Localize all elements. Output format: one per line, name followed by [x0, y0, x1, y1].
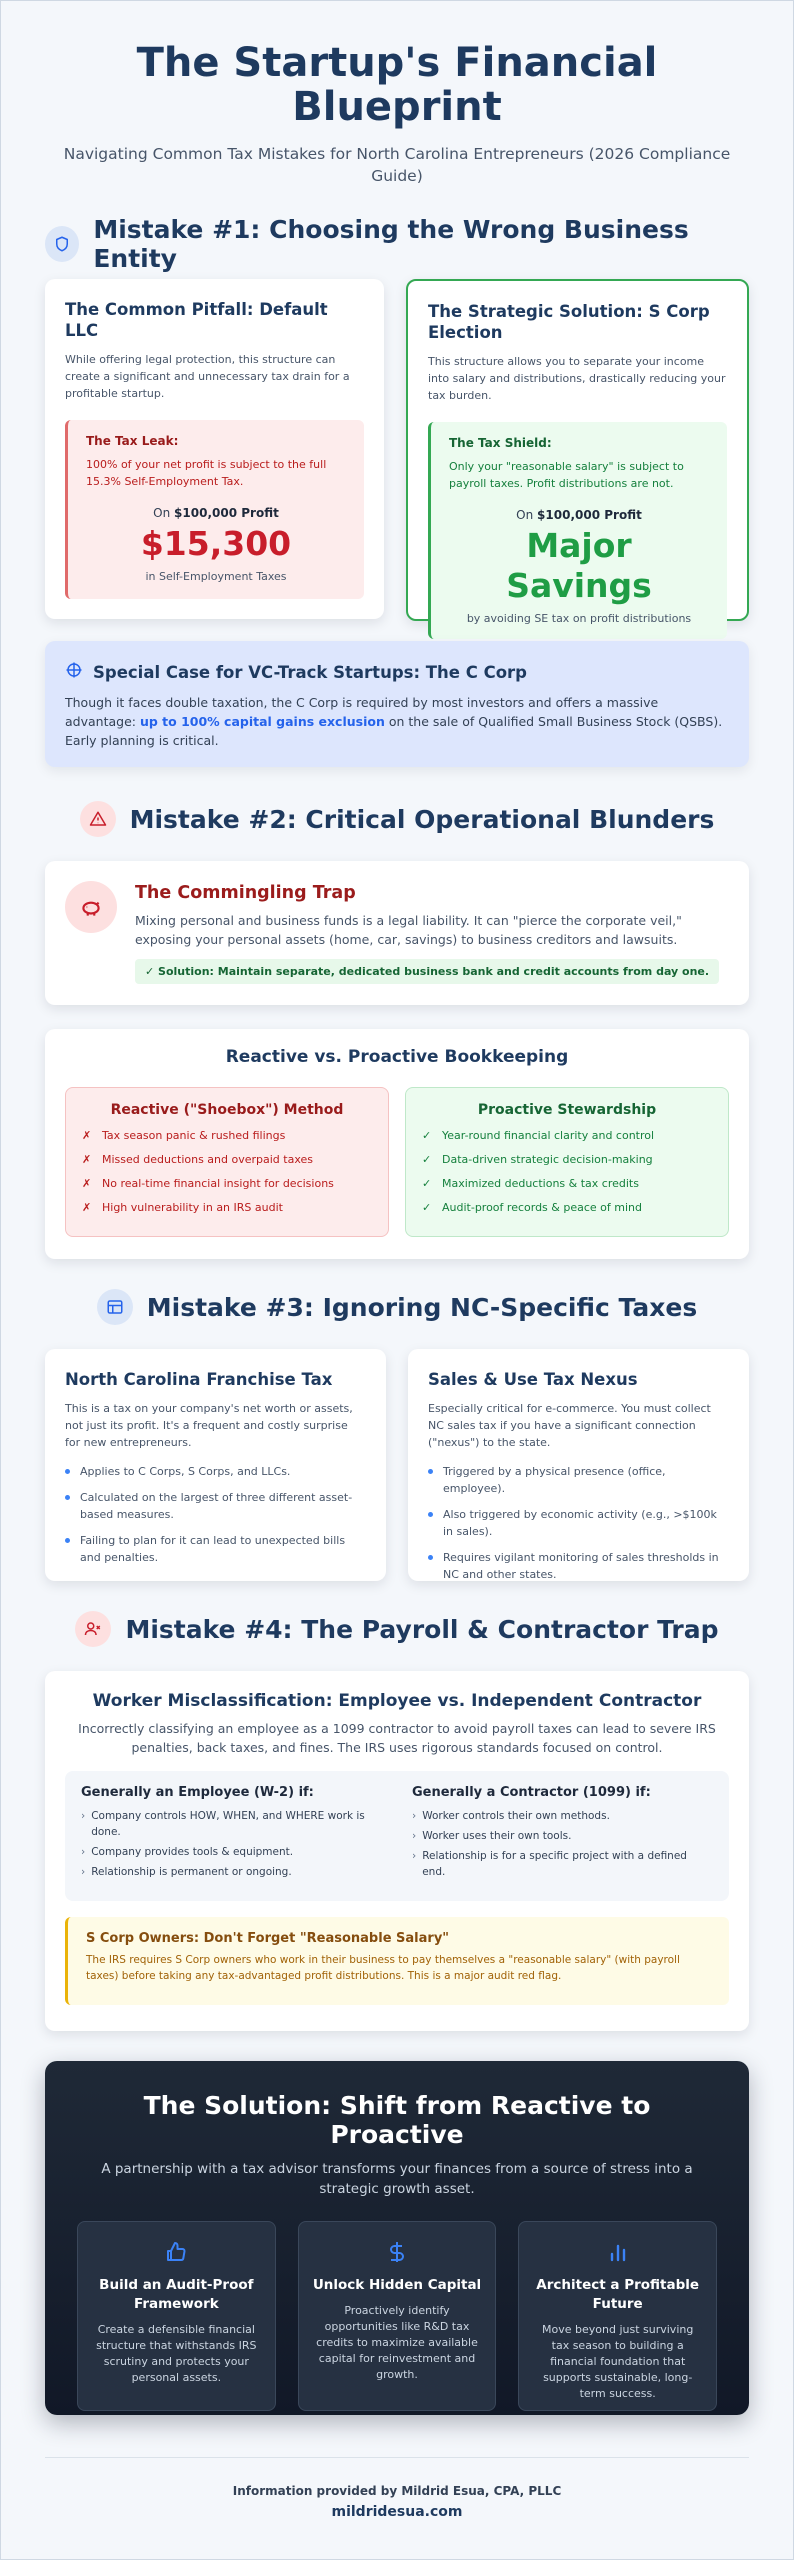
pitfall-card: [45, 279, 384, 619]
pitfall-text: While offering legal protection, this structure can create a significant and unnecessary tax drain for a profitable startup.: [65, 353, 350, 400]
chevron-right-icon: ›: [81, 1846, 86, 1858]
footer-website-link[interactable]: mildridesua.com: [331, 2504, 463, 2520]
list-item: › Relationship is permanent or ongoing.: [81, 1866, 292, 1878]
list-item: ✓ Data-driven strategic decision-making: [422, 1153, 653, 1166]
solution-card-audit: [77, 2221, 276, 2411]
list-item: ✗ High vulnerability in an IRS audit: [82, 1201, 283, 1214]
commingling-title: The Commingling Trap: [135, 883, 356, 903]
mistake2-heading: [45, 801, 749, 837]
tax-leak-text: 100% of your net profit is subject to the full 15.3% Self-Employment Tax.: [86, 458, 327, 488]
profit-label: On $100,000 Profit: [153, 506, 279, 520]
list-item: ✓ Year-round financial clarity and control: [422, 1129, 655, 1142]
pitfall-title: The Common Pitfall: Default LLC: [65, 300, 328, 340]
list-item: Triggered by a physical presence (office, employee).: [428, 1463, 729, 1497]
tax-shield-text: Only your "reasonable salary" is subject to payroll taxes. Profit distributions are not.: [449, 460, 684, 490]
sales-text: Especially critical for e-commerce. You must collect NC sales tax if you have a significant connection ("nexus") to the state.: [428, 1402, 711, 1449]
sales-tax-card: [408, 1349, 749, 1581]
page-title: The Startup's Financial Blueprint: [136, 40, 658, 130]
vc-callout: [45, 641, 749, 767]
reactive-title: Reactive ("Shoebox") Method: [110, 1102, 344, 1118]
payroll-subtitle: Incorrectly classifying an employee as a 1099 contractor to avoid payroll taxes can lead to severe IRS penalties, back taxes, and fines. The IRS uses rigorous standards focused on control.: [78, 1721, 716, 1755]
card-title: Architect a Profitable Future: [536, 2277, 700, 2312]
check-icon: ✓: [422, 1153, 432, 1166]
solution-card: [406, 279, 749, 625]
sales-title: Sales & Use Tax Nexus: [428, 1370, 638, 1389]
mistake4-heading: [45, 1611, 749, 1647]
franchise-text: This is a tax on your company's net worth or assets, not just its profit. It's a frequent and costly surprise for new entrepreneurs.: [65, 1402, 353, 1449]
check-icon: ✓: [422, 1201, 432, 1214]
list-item: › Company controls HOW, WHEN, and WHERE work is done.: [81, 1810, 365, 1838]
check-icon: ✓: [422, 1177, 432, 1190]
scorp-text: The IRS requires S Corp owners who work in their business to pay themselves a "reasonable salary" (with payroll taxes) before taking any tax-advantaged profit distributions. This is a major audit red flag.: [86, 1954, 680, 1982]
payroll-title: Worker Misclassification: Employee vs. Independent Contractor: [92, 1691, 702, 1711]
solution-panel: [45, 2061, 749, 2415]
commingling-solution: ✓ Solution: Maintain separate, dedicated business bank and credit accounts from day one.: [135, 959, 719, 984]
se-tax-caption: in Self-Employment Taxes: [145, 570, 287, 583]
contractor-column: [412, 1785, 713, 1887]
solution-card-capital: [298, 2221, 497, 2411]
section-title: Mistake #2: Critical Operational Blunders: [129, 804, 715, 834]
contractor-title: Generally a Contractor (1099) if:: [412, 1785, 651, 1800]
piggy-bank-icon: [65, 881, 117, 933]
bookkeeping-card: [45, 1029, 749, 1259]
mistake1-heading: [45, 215, 749, 273]
tax-shield-box: [428, 422, 727, 639]
card-text: Move beyond just surviving tax season to building a financial foundation that supports sustainable, long-term success.: [542, 2323, 694, 2400]
user-x-icon: [75, 1611, 111, 1647]
page-subtitle: Navigating Common Tax Mistakes for North Carolina Entrepreneurs (2026 Compliance Guide): [63, 145, 731, 185]
reactive-column: [65, 1087, 389, 1237]
classification-grid: [65, 1771, 729, 1901]
solution-title: The Strategic Solution: S Corp Election: [428, 302, 710, 342]
list-item: › Worker controls their own methods.: [412, 1810, 610, 1822]
list-item: ✗ Missed deductions and overpaid taxes: [82, 1153, 314, 1166]
employee-column: [81, 1785, 382, 1887]
proactive-column: [405, 1087, 729, 1237]
shield-icon: [45, 226, 79, 262]
nc-taxes: [45, 1349, 749, 1581]
employee-title: Generally an Employee (W-2) if:: [81, 1785, 314, 1800]
list-item: › Worker uses their own tools.: [412, 1830, 572, 1842]
vc-title: Special Case for VC-Track Startups: The C Corp: [93, 662, 527, 682]
savings-caption: by avoiding SE tax on profit distributions: [466, 612, 692, 625]
franchise-title: North Carolina Franchise Tax: [65, 1370, 333, 1389]
savings-headline: Major Savings: [506, 526, 652, 605]
x-icon: ✗: [82, 1177, 92, 1190]
section-title: Mistake #1: Choosing the Wrong Business Entity: [93, 215, 689, 273]
thumbs-up-icon: [92, 2238, 261, 2266]
chevron-right-icon: ›: [412, 1810, 417, 1822]
payroll-card: [45, 1671, 749, 2031]
solution-heading: The Solution: Shift from Reactive to Proactive: [143, 2091, 651, 2149]
list-item: ✗ No real-time financial insight for decisions: [82, 1177, 334, 1190]
list-item: Also triggered by economic activity (e.g., >$100k in sales).: [428, 1506, 729, 1540]
solution-text: This structure allows you to separate your income into salary and distributions, drastically reducing your tax burden.: [428, 355, 726, 402]
list-item: › Company provides tools & equipment.: [81, 1846, 294, 1858]
chevron-right-icon: ›: [412, 1830, 417, 1842]
tax-leak-title: The Tax Leak:: [86, 434, 179, 448]
card-title: Build an Audit-Proof Framework: [99, 2277, 254, 2312]
footer: [45, 2457, 749, 2520]
profit-label: On $100,000 Profit: [516, 508, 642, 522]
list-item: Failing to plan for it can lead to unexpected bills and penalties.: [65, 1532, 366, 1566]
footer-credit: Information provided by Mildrid Esua, CPA, PLLC: [232, 2484, 562, 2498]
list-item: ✓ Maximized deductions & tax credits: [422, 1177, 639, 1190]
section-title: Mistake #4: The Payroll & Contractor Trap: [125, 1614, 719, 1644]
entity-comparison: [45, 279, 749, 625]
vc-text: Though it faces double taxation, the C Corp is required by most investors and offers a massive advantage: up to 100% capital gains exclusion on the sale of Qualified Small Business Stock (QSBS). Early planning is critical.: [65, 695, 723, 748]
tax-shield-title: The Tax Shield:: [449, 436, 552, 450]
list-item: Applies to C Corps, S Corps, and LLCs.: [65, 1463, 366, 1480]
mistake3-heading: [45, 1289, 749, 1325]
chevron-right-icon: ›: [412, 1850, 417, 1862]
list-item: › Relationship is for a specific project with a defined end.: [412, 1850, 687, 1878]
card-text: Proactively identify opportunities like R&D tax credits to maximize available capital for reinvestment and growth.: [316, 2304, 478, 2381]
section-title: Mistake #3: Ignoring NC-Specific Taxes: [146, 1292, 698, 1322]
x-icon: ✗: [82, 1129, 92, 1142]
target-icon: [65, 661, 83, 683]
commingling-card: [45, 861, 749, 1005]
x-icon: ✗: [82, 1201, 92, 1214]
scorp-title: S Corp Owners: Don't Forget "Reasonable Salary": [86, 1931, 450, 1946]
list-item: Calculated on the largest of three different asset-based measures.: [65, 1489, 366, 1523]
table-icon: [97, 1289, 133, 1325]
list-item: Requires vigilant monitoring of sales thresholds in NC and other states.: [428, 1549, 729, 1583]
bookkeeping-title: Reactive vs. Proactive Bookkeeping: [225, 1047, 569, 1067]
card-title: Unlock Hidden Capital: [312, 2277, 482, 2293]
bar-chart-icon: [533, 2238, 702, 2266]
franchise-tax-card: [45, 1349, 386, 1581]
hero: [45, 1, 749, 187]
chevron-right-icon: ›: [81, 1866, 86, 1878]
tax-leak-box: [65, 420, 364, 599]
list-item: ✓ Audit-proof records & peace of mind: [422, 1201, 642, 1214]
list-item: ✗ Tax season panic & rushed filings: [82, 1129, 286, 1142]
dollar-icon: [313, 2238, 482, 2266]
warning-icon: [80, 801, 116, 837]
solution-subtitle: A partnership with a tax advisor transforms your finances from a source of stress into a strategic growth asset.: [101, 2161, 693, 2197]
se-tax-amount: $15,300: [140, 524, 292, 563]
proactive-title: Proactive Stewardship: [477, 1102, 657, 1118]
chevron-right-icon: ›: [81, 1810, 86, 1822]
check-icon: ✓: [422, 1129, 432, 1142]
commingling-text: Mixing personal and business funds is a legal liability. It can "pierce the corporate veil," exposing your personal assets (home, car, savings) to business creditors and lawsuits.: [135, 913, 682, 947]
x-icon: ✗: [82, 1153, 92, 1166]
solution-card-future: [518, 2221, 717, 2411]
card-text: Create a defensible financial structure that withstands IRS scrutiny and protects your personal assets.: [96, 2323, 257, 2384]
scorp-warning: [65, 1917, 729, 2005]
